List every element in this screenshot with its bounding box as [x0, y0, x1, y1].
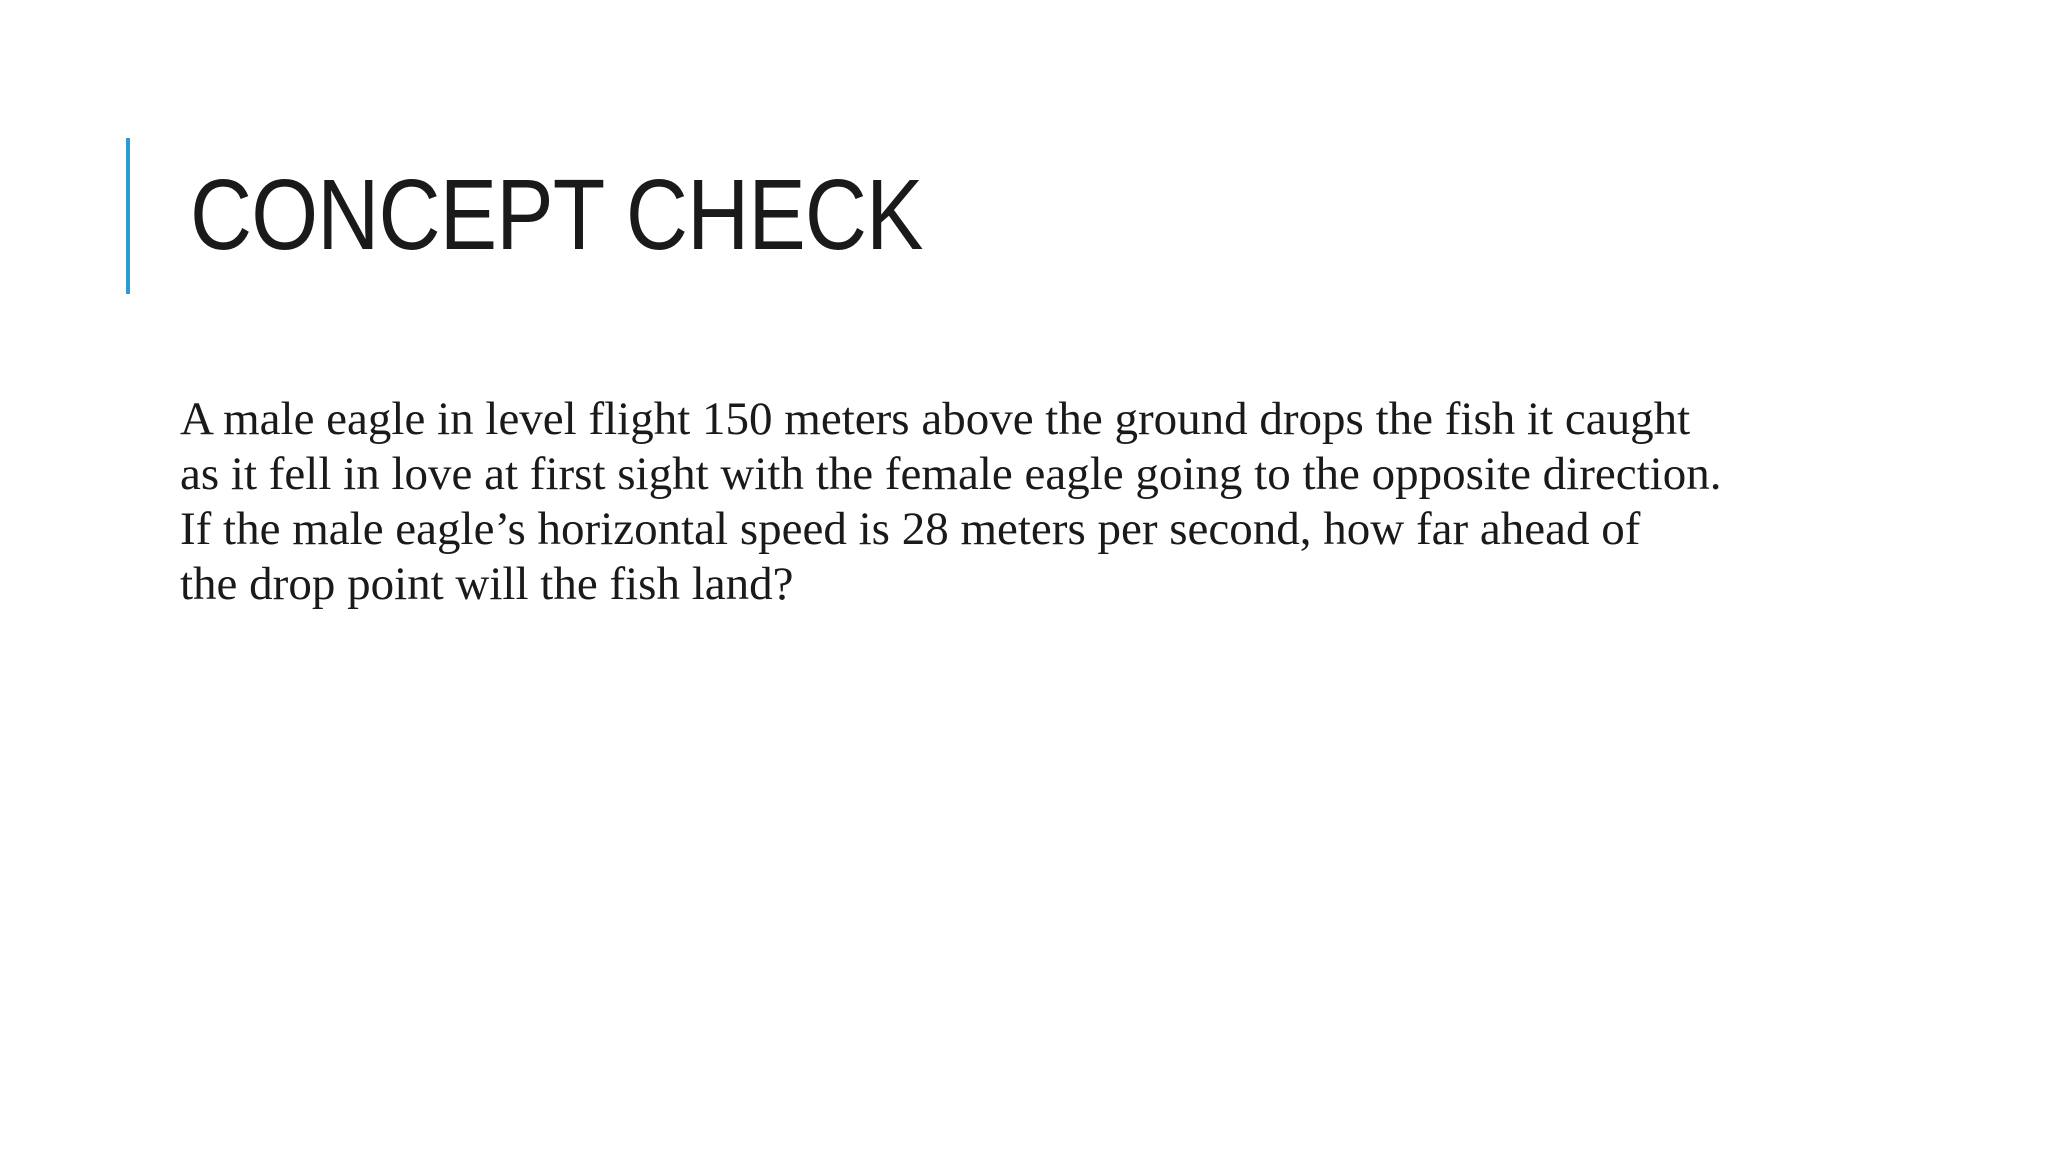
- body-line: If the male eagle’s horizontal speed is 28 meters per second, how far ahead of: [180, 503, 1641, 555]
- body-line: the drop point will the fish land?: [180, 558, 794, 610]
- title-accent-bar: [126, 138, 130, 294]
- slide-title: CONCEPT CHECK: [190, 159, 923, 271]
- body-line: as it fell in love at first sight with the female eagle going to the opposite direction.: [180, 448, 1722, 500]
- slide-body-text: [180, 392, 1880, 612]
- body-line: A male eagle in level flight 150 meters above the ground drops the fish it caught: [180, 393, 1691, 445]
